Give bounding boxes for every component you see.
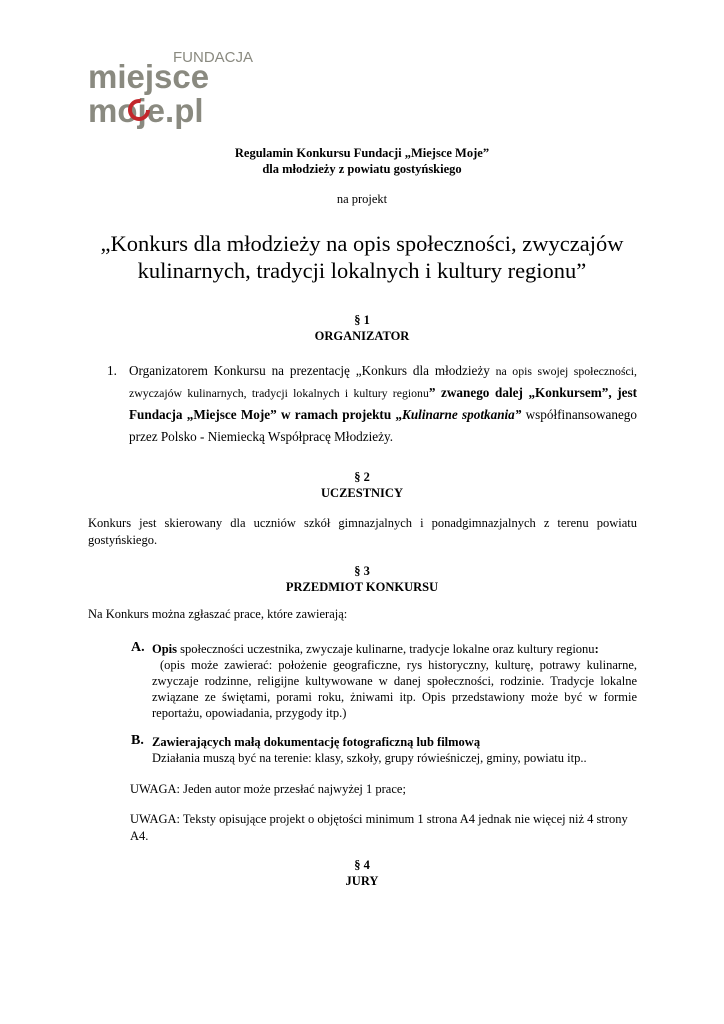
section1-text-d: współfinansowanego przez Polsko - Niemiecką Współpracę Młodzieży. bbox=[129, 407, 637, 444]
section1-text-c: ” zwanego dalej „Konkursem”, jest Fundacja „Miejsce Moje” w ramach projektu „ bbox=[129, 385, 637, 422]
section3-title: PRZEDMIOT KONKURSU bbox=[285, 580, 439, 594]
uwaga-2: UWAGA: Teksty opisujące projekt o objętości minimum 1 strona A4 jednak nie więcej niż 4 strony A4. bbox=[130, 812, 628, 843]
section1-item-number: 1. bbox=[107, 363, 117, 378]
section2-number: § 2 bbox=[354, 470, 370, 484]
section1-number: § 1 bbox=[354, 313, 370, 327]
section1-title: ORGANIZATOR bbox=[314, 329, 410, 343]
logo-line2: moje.pl bbox=[88, 92, 204, 129]
foundation-logo bbox=[88, 42, 254, 130]
section4-title: JURY bbox=[345, 874, 379, 888]
section2-heading bbox=[0, 469, 724, 501]
section2-title: UCZESTNICY bbox=[321, 486, 403, 500]
section1-text-b: na opis swojej społeczności, zwyczajów kulinarnych, tradycji lokalnych i kultury regionu bbox=[129, 364, 638, 400]
section1-heading bbox=[0, 312, 724, 344]
section3-number: § 3 bbox=[354, 564, 370, 578]
section4-heading bbox=[0, 857, 724, 889]
item-a-title bbox=[152, 641, 637, 657]
contest-title-line2: kulinarnych, tradycji lokalnych i kultury regionu” bbox=[137, 258, 587, 283]
section1-text-a: Organizatorem Konkursu na prezentację „Konkurs dla młodzieży bbox=[129, 363, 490, 378]
section1-project-name: Kulinarne spotkania” bbox=[402, 407, 522, 422]
item-b-letter: B. bbox=[131, 733, 144, 748]
section4-number: § 4 bbox=[354, 858, 370, 872]
item-a-letter: A. bbox=[131, 640, 145, 655]
section1-item-text bbox=[129, 360, 637, 448]
section1-item bbox=[107, 360, 637, 448]
logo-line1: miejsce bbox=[88, 58, 210, 95]
item-b-text: Działania muszą być na terenie: klasy, szkoły, grupy rówieśniczej, gminy, powiatu itp.. bbox=[152, 751, 587, 765]
header-line1: Regulamin Konkursu Fundacji „Miejsce Moje” bbox=[234, 146, 490, 160]
logo-top-text: FUNDACJA bbox=[173, 49, 254, 66]
section3-intro: Na Konkurs można zgłaszać prace, które zawierają: bbox=[88, 607, 348, 621]
section2-text: Konkurs jest skierowany dla uczniów szkół gimnazjalnych i ponadgimnazjalnych z terenu powiatu gostyńskiego. bbox=[88, 516, 637, 547]
contest-title bbox=[80, 230, 644, 284]
uwaga-1: UWAGA: Jeden autor może przesłać najwyżej 1 prace; bbox=[130, 782, 406, 796]
item-a-colon: : bbox=[594, 642, 599, 656]
document-header bbox=[0, 145, 724, 177]
header-line2: dla młodzieży z powiatu gostyńskiego bbox=[262, 162, 462, 176]
item-a-bold: Opis bbox=[152, 642, 178, 656]
contest-title-line1: „Konkurs dla młodzieży na opis społeczności, zwyczajów bbox=[100, 231, 624, 256]
item-a-details: (opis może zawierać: położenie geograficzne, rys historyczny, kulturę, potrawy kulinarne, zwyczaje rodzinne, religijne kultywowane w danej społeczności, rodzinie. Tradycje lokalne związane ze świętami, porami roku, żniwami itp. Opis przedstawiony może być w formie reportażu, opowiadania, przygody itp.) bbox=[152, 658, 637, 720]
item-b-block bbox=[152, 734, 637, 766]
section3-heading bbox=[0, 563, 724, 595]
item-b-bold: Zawierających małą dokumentację fotograficzną lub filmową bbox=[152, 735, 481, 749]
na-projekt-label: na projekt bbox=[336, 192, 388, 206]
item-a-rest: społeczności uczestnika, zwyczaje kulinarne, tradycje lokalne oraz kultury regionu bbox=[177, 642, 595, 656]
